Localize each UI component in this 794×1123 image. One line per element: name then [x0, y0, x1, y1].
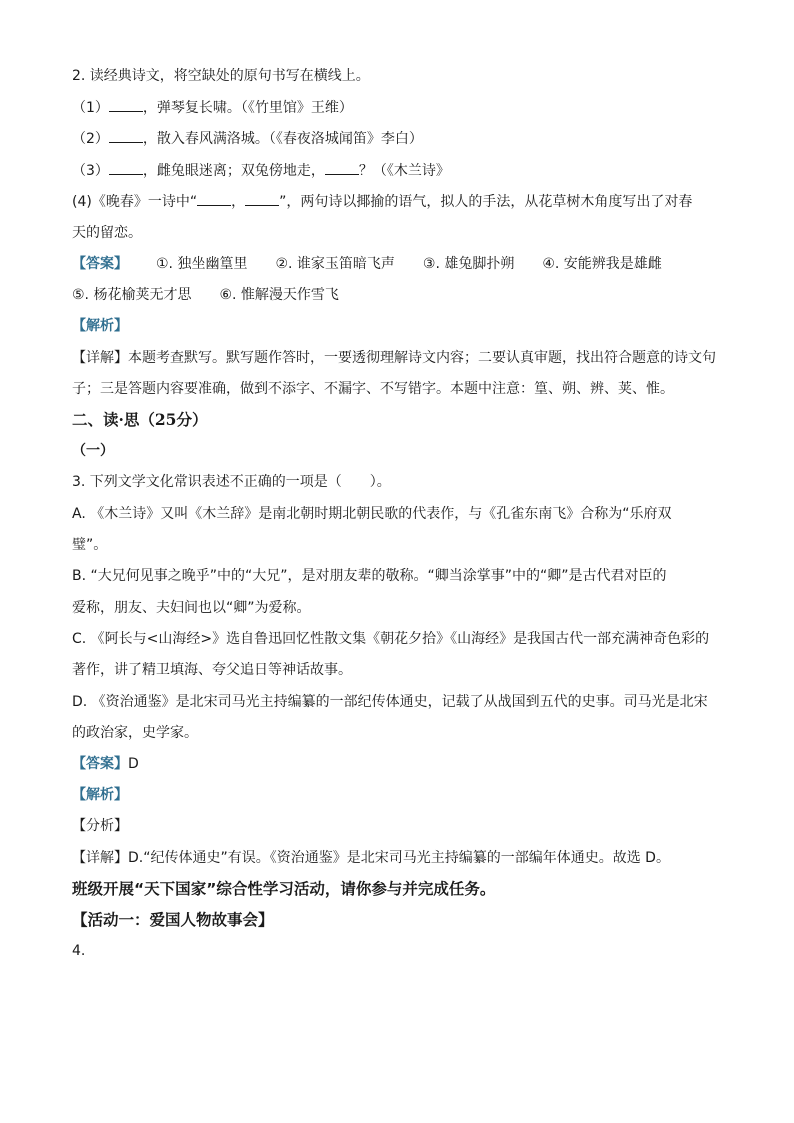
q3-option-d-line-2: 的政治家，史学家。: [72, 725, 198, 741]
answer-blank[interactable]: [109, 97, 143, 112]
answer-blank[interactable]: [109, 128, 143, 143]
section-sub: （一）: [72, 443, 114, 459]
answer-blank[interactable]: [197, 191, 231, 206]
q4-number: 4.: [72, 943, 86, 959]
q2-answers-row-1: [72, 254, 662, 274]
answer-5: ⑤. 杨花榆荚无才思: [72, 287, 192, 303]
q3-answer: [72, 754, 139, 774]
activity-title: 【活动一：爱国人物故事会】: [72, 911, 274, 929]
answer-4: ④. 安能辨我是雄雌: [542, 256, 662, 272]
answer-blank[interactable]: [109, 160, 143, 175]
q2-item-4: (4)《晚春》一诗中“ ， ”，两句诗以揶揄的语气，拟人的手法，从花草树木角度写出了对春: [72, 191, 692, 212]
answer-tag: 【答案】: [72, 756, 128, 772]
q3-option-a-line-1: A. 《木兰诗》又叫《木兰辞》是南北朝时期北朝民歌的代表作，与《孔雀东南飞》合称为“乐府双: [72, 506, 672, 522]
answer-2: ②. 谁家玉笛暗飞声: [275, 256, 395, 272]
item-number: （2）: [72, 131, 109, 147]
analysis-tag: 【解析】: [72, 318, 128, 334]
item-number: （3）: [72, 163, 109, 179]
q3-stem: 3. 下列文学文化常识表述不正确的一项是（ ）。: [72, 474, 391, 490]
q2-detail-line-1: 【详解】本题考查默写。默写题作答时，一要透彻理解诗文内容；二要认真审题，找出符合题意的诗文句: [72, 350, 716, 366]
item-number: (4): [72, 194, 92, 210]
q2-detail-line-2: 子；三是答题内容要准确，做到不添字、不漏字、不写错字。本题中注意：篁、朔、辨、荚、惟。: [72, 381, 674, 397]
analysis-tag: 【解析】: [72, 787, 128, 803]
answer-1: ①. 独坐幽篁里: [156, 256, 248, 272]
q2-item-4-cont: 天的留恋。: [72, 225, 142, 241]
q3-option-b-line-1: B. “大兄何见事之晚乎”中的“大兄”，是对朋友辈的敬称。“卿当涂掌事”中的“卿”是古代君对臣的: [72, 568, 667, 584]
answer-blank[interactable]: [245, 191, 279, 206]
detail-tag: 【详解】: [72, 850, 128, 866]
answer-3: ③. 雄兔脚扑朔: [422, 256, 515, 272]
fenxi-tag: 【分析】: [72, 818, 128, 834]
q3-option-a-line-2: 璧”。: [72, 537, 108, 553]
detail-tag: 【详解】: [72, 350, 128, 366]
answer-tag: 【答案】: [72, 256, 128, 272]
q2-item-3: （3） ，雌兔眼迷离；双兔傍地走， ？（《木兰诗》: [72, 160, 450, 181]
q2-answers-row-2: [72, 285, 339, 305]
activity-intro: 班级开展“天下国家”综合性学习活动，请你参与并完成任务。: [72, 880, 496, 898]
item-number: （1）: [72, 100, 109, 116]
q3-option-b-line-2: 爱称，朋友、夫妇间也以“卿”为爱称。: [72, 600, 311, 616]
q3-option-c-line-1: C. 《阿长与<山海经>》选自鲁迅回忆性散文集《朝花夕拾》《山海经》是我国古代一部充满神奇色彩的: [72, 631, 710, 647]
answer-6: ⑥. 惟解漫天作雪飞: [219, 287, 339, 303]
q3-option-d-line-1: D. 《资治通鉴》是北宋司马光主持编纂的一部纪传体通史，记载了从战国到五代的史事。司马光是北宋: [72, 694, 708, 710]
q2-stem: 2. 读经典诗文，将空缺处的原句书写在横线上。: [72, 68, 370, 84]
q3-option-c-line-2: 著作，讲了精卫填海、夸父追日等神话故事。: [72, 662, 352, 678]
answer-blank[interactable]: [325, 160, 359, 175]
q3-detail: 【详解】D.“纪传体通史”有误。《资治通鉴》是北宋司马光主持编纂的一部编年体通史。故选 D。: [72, 850, 670, 866]
section-title: 二、读·思（25分）: [72, 410, 208, 429]
q2-item-2: （2） ，散入春风满洛城。（《春夜洛城闻笛》李白）: [72, 128, 423, 149]
q2-item-1: （1） ，弹琴复长啸。（《竹里馆》王维）: [72, 97, 353, 118]
answer-value: D: [128, 756, 139, 772]
